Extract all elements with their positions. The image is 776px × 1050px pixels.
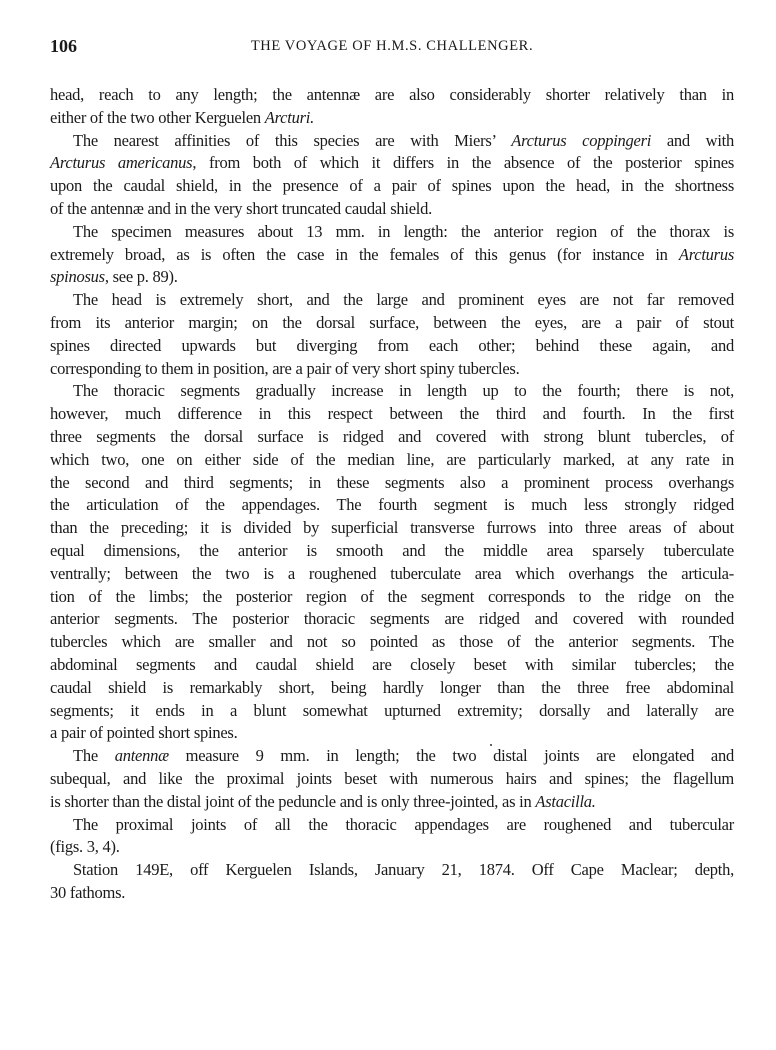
text-run: the second and third segments; in these segments also a prominent process overhangs — [50, 472, 734, 492]
text-run: caudal shield is remarkably short, being hardly longer than the three free abdominal — [50, 677, 734, 697]
text-run: equal dimensions, the anterior is smooth and the middle area sparsely tuberculate — [50, 540, 734, 560]
text-run: and with — [651, 130, 734, 150]
text-run: 30 fathoms. — [50, 882, 126, 902]
page-number: 106 — [50, 36, 77, 56]
text-run: , from both of which it differs in the absence of the posterior spines — [192, 153, 734, 173]
text-line — [50, 517, 734, 540]
text-line — [50, 745, 734, 768]
text-line — [50, 289, 734, 312]
text-run: The head is extremely short, and the large and prominent eyes are not far removed — [73, 290, 734, 310]
text-run: anterior segments. The posterior thoracic segments are ridged and covered with rounded — [50, 609, 734, 629]
text-run: The — [73, 746, 115, 766]
text-line — [50, 472, 734, 495]
text-line — [50, 312, 734, 335]
text-run: upon the caudal shield, in the presence of a pair of spines upon the head, in the shortness — [50, 176, 734, 196]
text-run: subequal, and like the proximal joints beset with numerous hairs and spines; the flagellum — [50, 768, 734, 788]
text-line — [50, 152, 734, 175]
text-line — [50, 654, 734, 677]
text-line — [50, 814, 734, 837]
text-run: from its anterior margin; on the dorsal surface, between the eyes, are a pair of stout — [50, 312, 734, 332]
text-line — [50, 540, 734, 563]
text-line — [50, 722, 734, 745]
paragraph — [50, 380, 734, 745]
text-run: head, reach to any length; the antennæ are also considerably shorter relatively than in — [50, 85, 734, 104]
text-run: tubercles which are smaller and not so pointed as those of the anterior segments. The — [50, 632, 734, 652]
text-line — [50, 175, 734, 198]
text-line — [50, 426, 734, 449]
italic-run: Arcturi. — [264, 107, 314, 127]
italic-run: Astacilla. — [535, 791, 596, 811]
text-run: the articulation of the appendages. The fourth segment is much less strongly ridged — [50, 495, 734, 515]
text-run: abdominal segments and caudal shield are closely beset with similar tubercles; the — [50, 654, 734, 674]
text-line — [50, 608, 734, 631]
page-header — [50, 36, 734, 60]
italic-run: Arcturus americanus — [50, 153, 193, 173]
text-run: a pair of pointed short spines. — [50, 723, 238, 743]
text-line — [50, 791, 734, 814]
paragraph — [50, 814, 734, 860]
text-line — [50, 335, 734, 358]
text-line — [50, 130, 734, 153]
running-title: THE VOYAGE OF H.M.S. CHALLENGER. — [250, 38, 534, 54]
text-run: The nearest affinities of this species are with Miers’ — [73, 130, 512, 150]
body-text — [50, 84, 734, 905]
paragraph — [50, 221, 734, 289]
text-line — [50, 221, 734, 244]
paragraph — [50, 859, 734, 905]
paragraph — [50, 84, 734, 130]
text-run: is shorter than the distal joint of the peduncle and is only three-jointed, as in — [50, 791, 536, 811]
text-run: which two, one on either side of the median line, are particularly marked, at any rate in — [50, 449, 734, 469]
text-run: than the preceding; it is divided by superficial transverse furrows into three areas of about — [50, 518, 734, 538]
text-line — [50, 836, 734, 859]
text-run: of the antennæ and in the very short truncated caudal shield. — [50, 198, 432, 218]
text-run: ventrally; between the two is a roughened tuberculate area which overhangs the articula- — [50, 563, 734, 583]
text-line — [50, 380, 734, 403]
text-line — [50, 84, 734, 107]
text-run: The proximal joints of all the thoracic appendages are roughened and tubercular — [73, 814, 734, 834]
text-line — [50, 403, 734, 426]
paragraph — [50, 130, 734, 221]
italic-run: Arcturus coppingeri — [511, 130, 652, 150]
print-speck — [490, 744, 492, 746]
text-line — [50, 494, 734, 517]
text-line — [50, 244, 734, 267]
text-run: segments; it ends in a blunt somewhat upturned extremity; dorsally and laterally are — [50, 700, 734, 720]
text-line — [50, 358, 734, 381]
text-line — [50, 882, 734, 905]
text-line — [50, 198, 734, 221]
paragraph — [50, 289, 734, 380]
text-run: Station 149E, off Kerguelen Islands, January 21, 1874. Off Cape Maclear; depth, — [73, 860, 734, 880]
text-run: either of the two other Kerguelen — [50, 107, 265, 127]
italic-run: antennæ — [114, 746, 169, 766]
italic-run: spinosus — [50, 267, 105, 287]
text-line — [50, 631, 734, 654]
text-run: The thoracic segments gradually increase in length up to the fourth; there is not, — [73, 381, 734, 401]
text-run: (figs. 3, 4). — [50, 837, 120, 857]
text-line — [50, 859, 734, 882]
text-line — [50, 700, 734, 723]
text-run: spines directed upwards but diverging from each other; behind these again, and — [50, 335, 734, 355]
text-line — [50, 107, 734, 130]
text-run: extremely broad, as is often the case in the females of this genus (for instance in — [50, 244, 679, 264]
text-line — [50, 449, 734, 472]
text-line — [50, 266, 734, 289]
text-line — [50, 768, 734, 791]
text-line — [50, 563, 734, 586]
italic-run: Arcturus — [678, 244, 734, 264]
text-line — [50, 677, 734, 700]
text-run: tion of the limbs; the posterior region of the segment corresponds to the ridge on the — [50, 586, 734, 606]
text-run: three segments the dorsal surface is ridged and covered with strong blunt tubercles, of — [50, 426, 734, 446]
text-run: measure 9 mm. in length; the two distal joints are elongated and — [168, 746, 735, 766]
text-line — [50, 586, 734, 609]
text-run: however, much difference in this respect between the third and fourth. In the first — [50, 404, 734, 424]
text-run: , see p. 89). — [104, 267, 178, 287]
text-run: The specimen measures about 13 mm. in length: the anterior region of the thorax is — [73, 221, 734, 241]
text-run: corresponding to them in position, are a pair of very short spiny tubercles. — [50, 358, 520, 378]
paragraph — [50, 745, 734, 813]
